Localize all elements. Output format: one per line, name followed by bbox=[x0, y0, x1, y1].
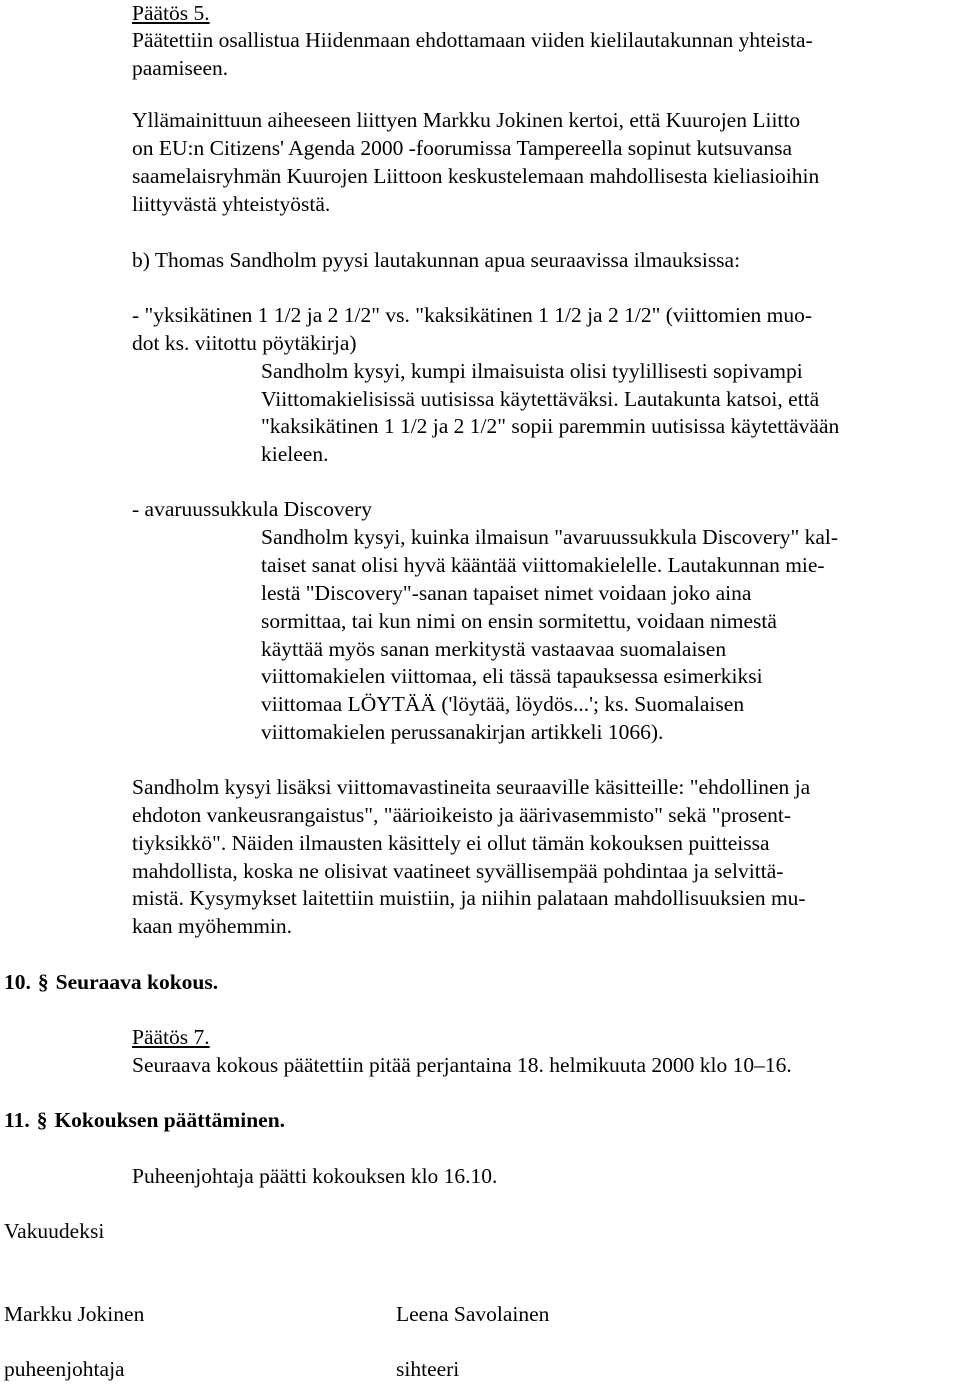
section-sign-icon: § bbox=[36, 1108, 48, 1132]
item2-body-3: lestä "Discovery"-sanan tapaiset nimet voidaan joko aina bbox=[261, 581, 752, 605]
para1-line-2: on EU:n Citizens' Agenda 2000 -foorumissa Tampereella sopinut kutsuvansa bbox=[132, 136, 792, 160]
item2-body-7: viittomaa LÖYTÄÄ ('löytää, löydös...'; ks. Suomalaisen bbox=[261, 692, 745, 716]
para1-line-4: liittyvästä yhteistyöstä. bbox=[132, 192, 331, 216]
closing-text: Puheenjohtaja päätti kokouksen klo 16.10. bbox=[132, 1164, 498, 1188]
item1-body-3: "kaksikätinen 1 1/2 ja 2 1/2" sopii paremmin uutisissa käytettävään bbox=[261, 414, 840, 438]
section-11-title: Kokouksen päättäminen. bbox=[54, 1108, 286, 1132]
para2: b) Thomas Sandholm pyysi lautakunnan apua seuraavissa ilmauksissa: bbox=[132, 248, 741, 272]
para3-line-1: Sandholm kysyi lisäksi viittomavastineita seuraaville käsitteille: "ehdollinen ja bbox=[132, 775, 811, 799]
item1-line-2: dot ks. viitottu pöytäkirja) bbox=[132, 331, 357, 355]
item1-body-2: Viittomakielisissä uutisissa käytettäväksi. Lautakunta katsoi, että bbox=[261, 387, 820, 411]
section-10-heading bbox=[4, 969, 218, 997]
item2-body-2: taiset sanat olisi hyvä kääntää viittomakielelle. Lautakunnan mie- bbox=[261, 553, 825, 577]
section-10-title: Seuraava kokous. bbox=[55, 970, 219, 994]
signer2-role: sihteeri bbox=[396, 1357, 460, 1381]
decision5-line-2: paamiseen. bbox=[132, 56, 229, 80]
item2-heading: - avaruussukkula Discovery bbox=[132, 497, 373, 521]
signer1-role: puheenjohtaja bbox=[4, 1357, 125, 1381]
para3-line-3: tiyksikkö". Näiden ilmausten käsittely ei ollut tämän kokouksen puitteissa bbox=[132, 831, 770, 855]
para3-line-4: mahdollista, koska ne olisivat vaatineet syvällisempää pohdintaa ja selvittä- bbox=[132, 859, 784, 883]
item1-body-4: kieleen. bbox=[261, 442, 329, 466]
section-10-number: 10. bbox=[4, 970, 31, 994]
section-11-number: 11. bbox=[4, 1108, 30, 1132]
item2-body-1: Sandholm kysyi, kuinka ilmaisun "avaruussukkula Discovery" kal- bbox=[261, 525, 839, 549]
signer2-name: Leena Savolainen bbox=[396, 1302, 550, 1326]
item2-body-4: sormittaa, tai kun nimi on ensin sormitettu, voidaan nimestä bbox=[261, 609, 777, 633]
section-11-heading bbox=[4, 1107, 285, 1135]
para1-line-1: Yllämainittuun aiheeseen liittyen Markku Jokinen kertoi, että Kuurojen Liitto bbox=[132, 108, 801, 132]
section-sign-icon: § bbox=[37, 970, 49, 994]
decision5-heading: Päätös 5. bbox=[132, 1, 210, 25]
decision7-heading: Päätös 7. bbox=[132, 1025, 210, 1049]
para3-line-2: ehdoton vankeusrangaistus", "äärioikeisto ja äärivasemmisto" sekä "prosent- bbox=[132, 803, 792, 827]
item2-body-6: viittomakielen viittomaa, eli tässä tapauksessa esimerkiksi bbox=[261, 664, 763, 688]
item1-line-1: - "yksikätinen 1 1/2 ja 2 1/2" vs. "kaksikätinen 1 1/2 ja 2 1/2" (viittomien muo- bbox=[132, 303, 813, 327]
para1-line-3: saamelaisryhmän Kuurojen Liittoon keskustelemaan mahdollisesta kieliasioihin bbox=[132, 164, 820, 188]
para3-line-5: mistä. Kysymykset laitettiin muistiin, ja niihin palataan mahdollisuuksien mu- bbox=[132, 886, 806, 910]
decision5-line-1: Päätettiin osallistua Hiidenmaan ehdottamaan viiden kielilautakunnan yhteista- bbox=[132, 28, 813, 52]
decision7-text: Seuraava kokous päätettiin pitää perjantaina 18. helmikuuta 2000 klo 10–16. bbox=[132, 1053, 792, 1077]
item2-body-8: viittomakielen perussanakirjan artikkeli 1066). bbox=[261, 720, 664, 744]
item1-body-1: Sandholm kysyi, kumpi ilmaisuista olisi tyylillisesti sopivampi bbox=[261, 359, 803, 383]
para3-line-6: kaan myöhemmin. bbox=[132, 914, 293, 938]
signer1-name: Markku Jokinen bbox=[4, 1302, 145, 1326]
item2-body-5: käyttää myös sanan merkitystä vastaavaa suomalaisen bbox=[261, 637, 727, 661]
signature-label: Vakuudeksi bbox=[4, 1219, 105, 1243]
